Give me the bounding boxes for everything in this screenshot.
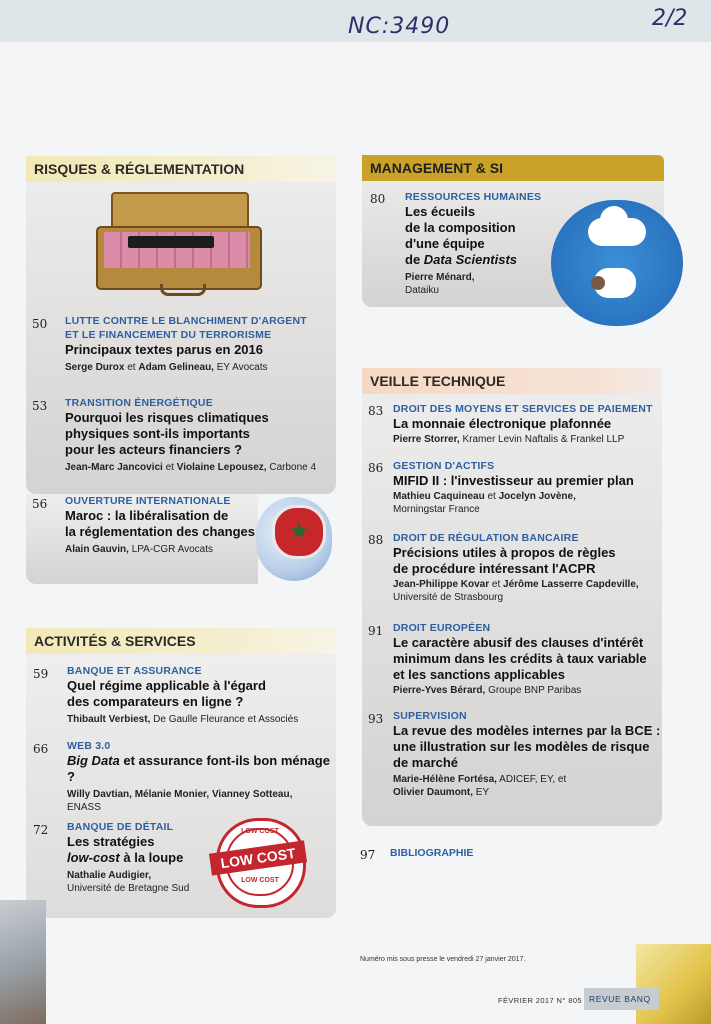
page-number: 56 <box>32 497 48 511</box>
issue-date: FÉVRIER 2017 N° 805 <box>498 996 582 1005</box>
article-title: Principaux textes parus en 2016 <box>65 342 263 357</box>
article-authors: Nathalie Audigier, Université de Bretagne Sud <box>67 870 190 894</box>
page-number: 72 <box>33 823 49 837</box>
article-title: de Data Scientists <box>405 252 517 267</box>
article-88[interactable] <box>393 531 661 604</box>
article-title: Quel régime applicable à l'égard <box>67 678 266 693</box>
article-title: Big Data et assurance font-ils bon ménage ? <box>67 753 330 784</box>
page-number: 97 <box>360 848 376 862</box>
page-number: 59 <box>33 667 49 681</box>
article-title: Maroc : la libéralisation de <box>65 508 229 523</box>
article-title: La revue des modèles internes par la BCE : <box>393 723 661 738</box>
article-authors: Marie-Hélène Fortésa, ADICEF, EY, et Olivier Daumont, EY <box>393 774 567 798</box>
article-53[interactable] <box>65 396 333 474</box>
article-category: DROIT DES MOYENS ET SERVICES DE PAIEMENT <box>393 403 653 415</box>
page-number: 88 <box>368 533 384 547</box>
article-56[interactable] <box>65 494 255 556</box>
article-66[interactable] <box>67 739 339 814</box>
article-title: low-cost à la loupe <box>67 850 184 865</box>
article-title: de procédure intéressant l'ACPR <box>393 561 596 576</box>
article-authors: Jean-Philippe Kovar et Jérôme Lasserre Capdeville, Université de Strasbourg <box>393 579 639 603</box>
article-category: LUTTE CONTRE LE BLANCHIMENT D'ARGENT <box>65 315 307 327</box>
article-50[interactable] <box>65 314 330 374</box>
article-83[interactable] <box>393 402 658 446</box>
article-title: d'une équipe <box>405 236 485 251</box>
risques-header: RISQUES & RÉGLEMENTATION <box>26 156 336 182</box>
article-authors: Pierre-Yves Bérard, Groupe BNP Paribas <box>393 685 582 696</box>
article-59[interactable] <box>67 664 331 726</box>
stamp-text-band: LOW COST <box>209 840 307 875</box>
article-title: Le caractère abusif des clauses d'intérêt <box>393 635 644 650</box>
activites-header: ACTIVITÉS & SERVICES <box>26 628 336 654</box>
article-title: pour les acteurs financiers ? <box>65 442 243 457</box>
article-title: La monnaie électronique plafonnée <box>393 416 612 431</box>
article-authors: Willy Davtian, Mélanie Monier, Vianney Sotteau, ENASS <box>67 789 293 813</box>
stamp-text-bottom: LOW COST <box>241 877 279 884</box>
article-category: DROIT DE RÉGULATION BANCAIRE <box>393 532 579 544</box>
folded-corner <box>636 944 711 1024</box>
handwritten-page: 2/2 <box>652 6 688 31</box>
page-number: 83 <box>368 404 384 418</box>
article-category: BANQUE DE DÉTAIL <box>67 821 174 833</box>
article-category: RESSOURCES HUMAINES <box>405 191 542 203</box>
article-title: Les écueils <box>405 204 476 219</box>
article-title: de la composition <box>405 220 516 235</box>
article-authors: Thibault Verbiest, De Gaulle Fleurance et Associés <box>67 714 299 725</box>
article-category: OUVERTURE INTERNATIONALE <box>65 495 231 507</box>
article-authors: Serge Durox et Adam Gelineau, EY Avocats <box>65 362 268 373</box>
article-title: une illustration sur les modèles de risque <box>393 739 650 754</box>
article-title: des comparateurs en ligne ? <box>67 694 244 709</box>
page-number: 93 <box>368 712 384 726</box>
handwritten-code: NC:3490 <box>348 14 451 39</box>
veille-header: VEILLE TECHNIQUE <box>362 368 662 394</box>
article-category: WEB 3.0 <box>67 740 111 752</box>
article-authors: Pierre Storrer, Kramer Levin Naftalis & Frankel LLP <box>393 434 625 445</box>
bibliographie-link[interactable]: BIBLIOGRAPHIE <box>390 847 474 859</box>
article-title: MIFID II : l'investisseur au premier plan <box>393 473 634 488</box>
revue-label: REVUE BANQ <box>584 988 659 1010</box>
page-number: 80 <box>370 192 386 206</box>
article-86[interactable] <box>393 459 658 516</box>
article-title: Précisions utiles à propos de règles <box>393 545 616 560</box>
article-title: la réglementation des changes <box>65 524 256 539</box>
article-authors: Jean-Marc Jancovici et Violaine Lepousez, Carbone 4 <box>65 462 317 473</box>
article-80[interactable] <box>405 190 555 297</box>
stamp-text-top: LOW COST <box>241 828 279 835</box>
article-title: Les stratégies <box>67 834 155 849</box>
print-date-note: Numéro mis sous presse le vendredi 27 janvier 2017. <box>360 956 526 963</box>
article-authors: Alain Gauvin, LPA-CGR Avocats <box>65 544 214 555</box>
article-title: physiques sont-ils importants <box>65 426 250 441</box>
article-category: GESTION D'ACTIFS <box>393 460 495 472</box>
article-91[interactable] <box>393 621 661 697</box>
article-category: SUPERVISION <box>393 710 467 722</box>
article-93[interactable] <box>393 709 661 799</box>
article-category: ET LE FINANCEMENT DU TERRORISME <box>65 329 272 341</box>
article-72[interactable] <box>67 820 217 895</box>
article-authors: Pierre Ménard, Dataiku <box>405 272 475 296</box>
page-number: 91 <box>368 624 384 638</box>
article-category: BANQUE ET ASSURANCE <box>67 665 202 677</box>
page-number: 50 <box>32 317 48 331</box>
page-number: 53 <box>32 399 48 413</box>
article-title: Pourquoi les risques climatiques <box>65 410 269 425</box>
article-category: DROIT EUROPÉEN <box>393 622 491 634</box>
torn-edge <box>0 900 46 1024</box>
management-header: MANAGEMENT & SI <box>362 155 664 181</box>
article-title: de marché <box>393 755 459 770</box>
page-number: 86 <box>368 461 384 475</box>
article-title: minimum dans les crédits à taux variable <box>393 651 647 666</box>
article-authors: Mathieu Caquineau et Jocelyn Jovène, Morningstar France <box>393 491 576 515</box>
page-number: 66 <box>33 742 49 756</box>
article-title: et les sanctions applicables <box>393 667 565 682</box>
article-category: TRANSITION ÉNERGÉTIQUE <box>65 397 213 409</box>
